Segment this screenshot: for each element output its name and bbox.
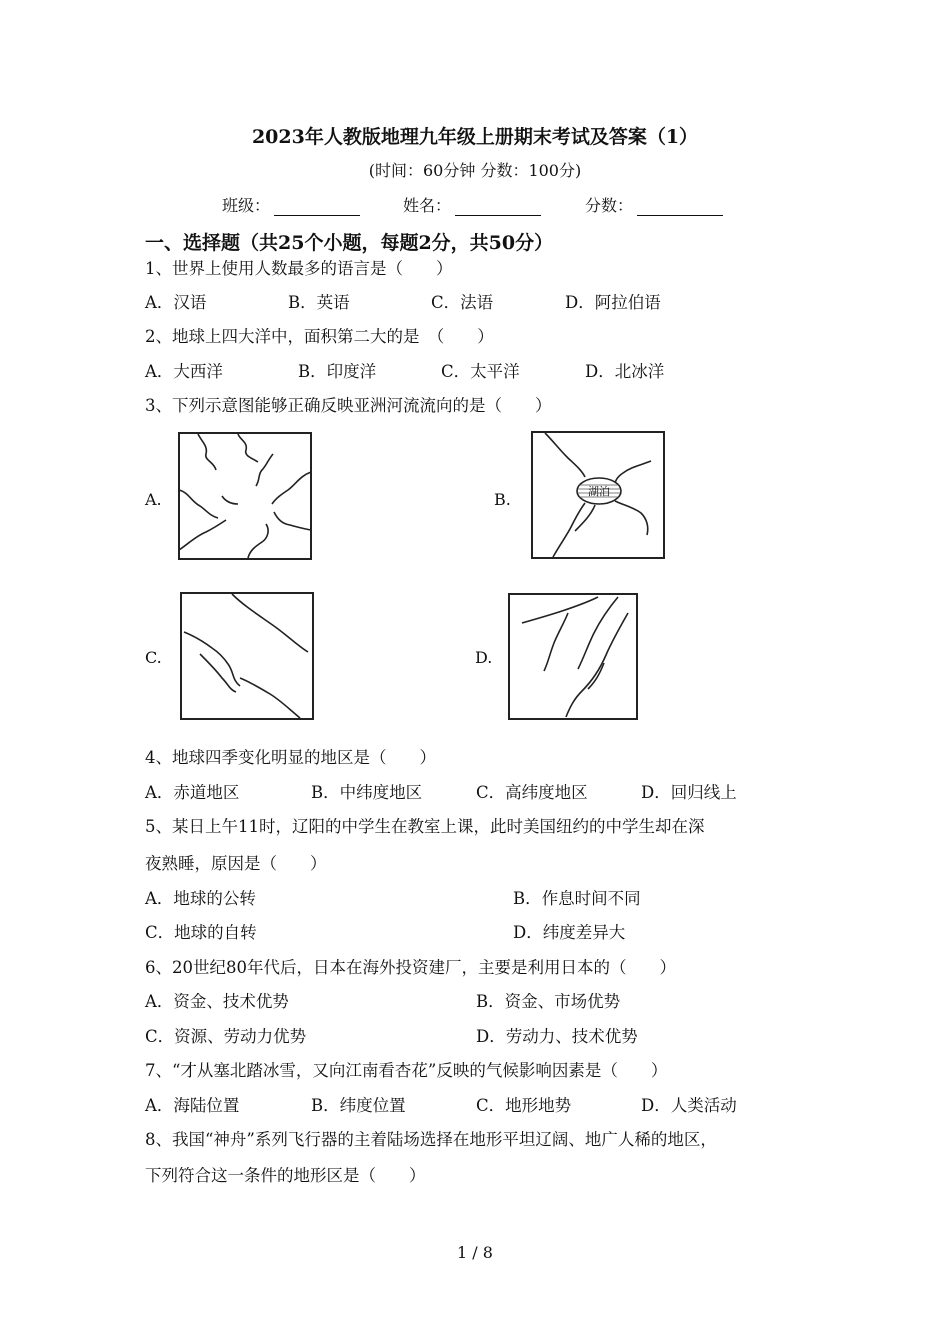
question-5-stem-line-2: 夜熟睡，原因是（ ）	[145, 854, 327, 873]
q1-option-b: B．英语	[288, 293, 350, 312]
score-field	[585, 193, 723, 216]
q3-option-c-label: C.	[145, 648, 162, 667]
score-blank	[637, 197, 723, 216]
q7-option-c: C．地形地势	[476, 1096, 572, 1115]
q3-map-a	[178, 432, 312, 560]
q4-option-c: C．高纬度地区	[476, 783, 588, 802]
q5-option-c: C．地球的自转	[145, 923, 257, 942]
question-8-stem-line-1: 8、我国“神舟”系列飞行器的主着陆场选择在地形平坦辽阔、地广人稀的地区，	[145, 1130, 717, 1149]
q4-option-d: D．回归线上	[641, 783, 737, 802]
class-label: 班级：	[222, 196, 271, 215]
q3-option-a-label: A.	[145, 490, 162, 509]
q6-option-a: A．资金、技术优势	[145, 992, 289, 1011]
question-7-stem: 7、“才从塞北踏冰雪，又向江南看杏花”反映的气候影响因素是（ ）	[145, 1061, 668, 1080]
question-1-stem: 1、世界上使用人数最多的语言是（ ）	[145, 259, 453, 278]
q5-option-d: D．纬度差异大	[513, 923, 626, 942]
q1-option-a: A．汉语	[145, 293, 207, 312]
q3-map-b	[531, 431, 665, 559]
q1-option-d: D．阿拉伯语	[565, 293, 661, 312]
q2-option-b: B．印度洋	[298, 362, 377, 381]
class-field	[222, 193, 360, 216]
page-number: 1 / 8	[457, 1243, 493, 1262]
q5-option-b: B．作息时间不同	[513, 889, 641, 908]
q6-option-d: D．劳动力、技术优势	[476, 1027, 638, 1046]
q3-map-c	[180, 592, 314, 720]
q2-option-d: D．北冰洋	[585, 362, 665, 381]
q6-option-b: B．资金、市场优势	[476, 992, 621, 1011]
q7-option-a: A．海陆位置	[145, 1096, 240, 1115]
q7-option-b: B．纬度位置	[311, 1096, 406, 1115]
question-2-stem: 2、地球上四大洋中，面积第二大的是 （ ）	[145, 327, 494, 346]
score-label: 分数：	[585, 196, 634, 215]
q2-option-c: C．太平洋	[441, 362, 520, 381]
question-6-stem: 6、20世纪80年代后，日本在海外投资建厂，主要是利用日本的（ ）	[145, 958, 676, 977]
name-label: 姓名：	[403, 196, 452, 215]
section-title: 一、选择题（共25个小题，每题2分，共50分）	[145, 232, 554, 254]
q3-option-d-label: D.	[475, 648, 493, 667]
question-5-stem-line-1: 5、某日上午11时，辽阳的中学生在教室上课，此时美国纽约的中学生却在深	[145, 817, 705, 836]
question-3-stem: 3、下列示意图能够正确反映亚洲河流流向的是（ ）	[145, 396, 552, 415]
name-field	[403, 193, 541, 216]
q3-option-b-label: B.	[494, 490, 511, 509]
q3-map-d	[508, 593, 638, 720]
exam-meta: (时间：60分钟 分数：100分)	[368, 161, 582, 180]
q1-option-c: C．法语	[431, 293, 494, 312]
q5-option-a: A．地球的公转	[145, 889, 256, 908]
question-8-stem-line-2: 下列符合这一条件的地形区是（ ）	[145, 1166, 426, 1185]
q2-option-a: A．大西洋	[145, 362, 223, 381]
q7-option-d: D．人类活动	[641, 1096, 737, 1115]
question-4-stem: 4、地球四季变化明显的地区是（ ）	[145, 748, 436, 767]
class-blank	[274, 197, 360, 216]
q4-option-a: A．赤道地区	[145, 783, 240, 802]
q6-option-c: C．资源、劳动力优势	[145, 1027, 307, 1046]
name-blank	[455, 197, 541, 216]
q3-lake-label: 湖泊	[588, 485, 610, 498]
page-title: 2023年人教版地理九年级上册期末考试及答案（1）	[251, 126, 699, 148]
q4-option-b: B．中纬度地区	[311, 783, 423, 802]
